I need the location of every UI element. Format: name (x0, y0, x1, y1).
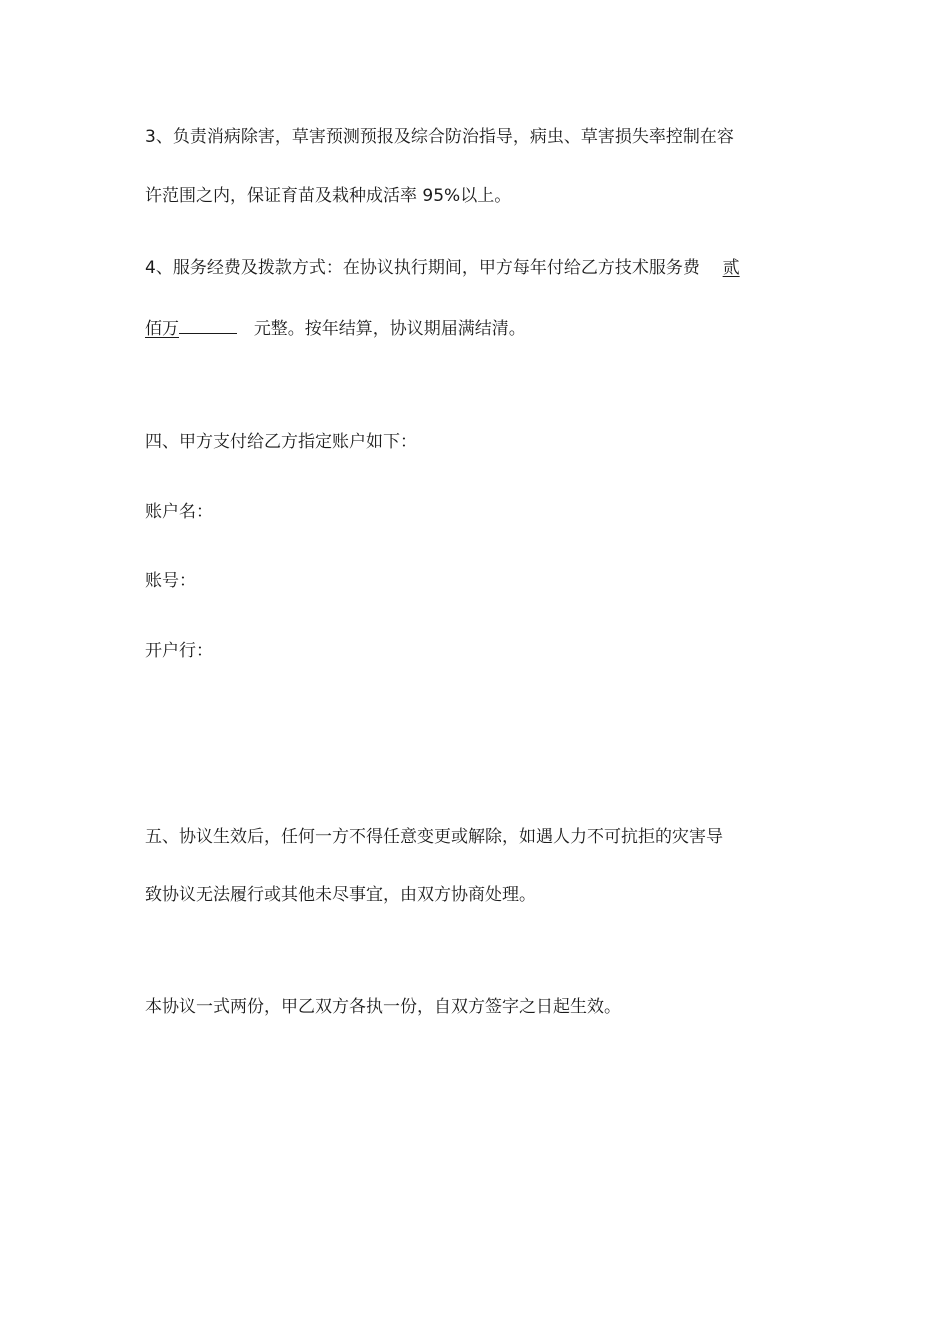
item3-line2 (145, 184, 511, 208)
fee-amount-part2: 佰万 (145, 319, 179, 339)
section5-text-2: 致协议无法履行或其他未尽事宜，由双方协商处理。 (145, 885, 536, 905)
account-name-row (145, 500, 213, 524)
closing-text: 本协议一式两份，甲乙双方各执一份，自双方签字之日起生效。 (145, 997, 621, 1017)
account-name-label: 账户名： (145, 502, 213, 522)
item4-text-1: 4、服务经费及拨款方式：在协议执行期间，甲方每年付给乙方技术服务费 (145, 258, 700, 278)
section4-title-text: 四、甲方支付给乙方指定账户如下： (145, 432, 417, 452)
fee-amount-part1: 贰 (722, 258, 740, 278)
item3-text-2: 许范围之内，保证育苗及栽种成活率 95%以上。 (145, 186, 512, 206)
section4-title (145, 430, 417, 454)
item4-text-2: 元整。按年结算，协议期届满结清。 (253, 319, 526, 339)
section5-line2 (145, 883, 536, 907)
section5-line1 (145, 825, 723, 849)
item3-line1 (145, 125, 734, 149)
fee-underline-blank (179, 315, 237, 334)
account-number-label: 账号： (145, 571, 196, 591)
item4-line1 (145, 256, 740, 280)
section5-text-1: 五、协议生效后，任何一方不得任意变更或解除，如遇人力不可抗拒的灾害导 (145, 827, 723, 847)
account-number-row (145, 569, 196, 593)
bank-row (145, 639, 213, 663)
item4-line2 (145, 315, 526, 341)
closing-statement (145, 995, 621, 1019)
bank-label: 开户行： (145, 641, 213, 661)
item3-text-1: 3、负责消病除害，草害预测预报及综合防治指导，病虫、草害损失率控制在容 (145, 127, 734, 147)
